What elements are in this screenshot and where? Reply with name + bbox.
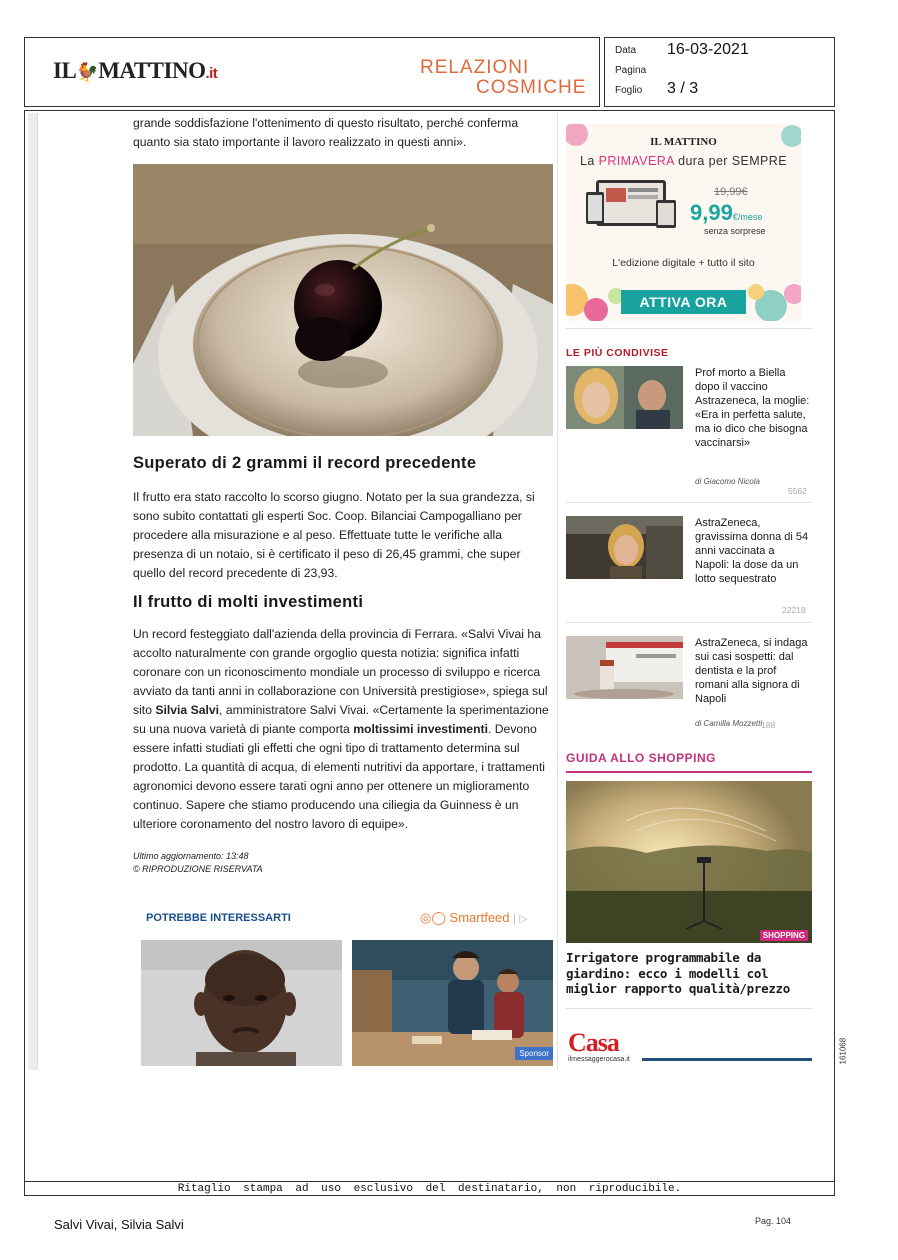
- smartfeed-logo[interactable]: ◎◯ Smartfeed | ▷: [420, 910, 528, 925]
- copyright: © RIPRODUZIONE RISERVATA: [133, 864, 263, 874]
- related-thumb-1[interactable]: [141, 940, 342, 1066]
- sponsor-badge: Sponsor: [515, 1047, 553, 1060]
- foglio-value: 3 / 3: [667, 80, 699, 97]
- update-info: [133, 850, 263, 876]
- paragraph-investimenti: Un record festeggiato dall'azienda della provincia di Ferrara. «Salvi Vivai ha accolto naturalmente con grande orgoglio questa notizia: significa infatti coronare con un riconoscimento mondiale un processo di sviluppo e ricerca avviato da tanti anni in collaborazione con Università prestigiose», spiega sul sito Silvia Salvi, amministratore Salvi Vivai. «Certamente la sperimentazione su una nuova varietà di piante comporta moltissimi investimenti. Devono essere infatti studiati gli effetti che ogni tipo di trattamento determina sul prodotto. La quantità di acqua, di elementi nutritivi da apportare, i trattamenti agronomici devono essere tarati ogni anno per ottenere un miglioramento continuo. Sapere che stiamo producendo una ciliegia da Guinness è un ulteriore coronamento del nostro lavoro di equipe».: [133, 627, 549, 831]
- casa-logo: Casa: [568, 1028, 619, 1057]
- sidebar-divider: [566, 622, 812, 623]
- casa-url: ilmessaggerocasa.it: [568, 1056, 630, 1063]
- last-updated: Ultimo aggiornamento: 13:48: [133, 851, 249, 861]
- ad-new-price: 9,99€/mese: [690, 200, 763, 225]
- subscription-ad[interactable]: [566, 124, 801, 321]
- data-value: 16-03-2021: [667, 41, 749, 58]
- most-shared-title-2[interactable]: AstraZeneca, gravissima donna di 54 anni vaccinata a Napoli: la dose da un lotto sequestrato: [695, 517, 809, 585]
- most-shared-author-1: di Giacomo Nicola: [695, 477, 760, 486]
- related-thumb-2[interactable]: [352, 940, 553, 1066]
- most-shared-count-1: 5562: [788, 486, 807, 496]
- sidebar-divider: [566, 328, 812, 329]
- ad-logo: IL MATTINO: [650, 136, 717, 148]
- most-shared-title: LE PIÙ CONDIVISE: [566, 347, 669, 359]
- shopping-underline: [566, 771, 812, 773]
- paragraph-record: Il frutto era stato raccolto lo scorso giugno. Notato per la sua grandezza, si sono subito contattati gli esperti Soc. Coop. Bilanciai Campogalliano per procedere alla misurazione e al peso. Effettuate tutte le verifiche alla presenza di un notaio, si è certificato il peso di 26,45 grammi, che super quello del record precedente di 23,93.: [133, 490, 535, 580]
- smartfeed-icon: ◎◯: [420, 910, 446, 925]
- most-shared-count-3: 188: [761, 720, 776, 730]
- cherry-photo: [133, 164, 553, 436]
- clipping-header: [24, 37, 600, 107]
- sidebar-divider: [566, 1008, 812, 1009]
- page-number: Pag. 104: [755, 1216, 792, 1226]
- pagina-label: Pagina: [615, 65, 647, 76]
- article-section-1: [133, 454, 554, 834]
- most-shared-title-3[interactable]: AstraZeneca, si indaga sui casi sospetti: dal dentista e la prof romani alla signora di Napoli: [695, 637, 808, 705]
- most-shared-thumb-2[interactable]: [566, 516, 683, 579]
- sprinkler-image: [566, 781, 812, 943]
- footer-rule: [24, 1181, 835, 1182]
- most-shared-title-1[interactable]: Prof morto a Biella dopo il vaccino Astrazeneca, la moglie: «Era in perfetta salute, ma io dico che bisogna vaccinarsi»: [695, 367, 810, 449]
- keywords: Salvi Vivai, Silvia Salvi: [54, 1217, 184, 1232]
- data-label: Data: [615, 45, 637, 56]
- ad-edizione: L'edizione digitale + tutto il sito: [612, 257, 755, 269]
- casa-banner[interactable]: [566, 1024, 812, 1064]
- foglio-label: Foglio: [615, 85, 643, 96]
- vaccine-photo: [566, 636, 683, 699]
- ad-tagline: La PRIMAVERA dura per SEMPRE: [580, 154, 787, 168]
- column-divider: [557, 113, 558, 1070]
- newspaper-logo: IL🐓MATTINO.it: [53, 58, 218, 83]
- side-code: 161068: [838, 1037, 848, 1065]
- heading-record: Superato di 2 grammi il record precedente: [133, 454, 477, 472]
- most-shared-thumb-1[interactable]: [566, 366, 683, 429]
- cherry-on-scale-image: [133, 164, 553, 436]
- sidebar-divider: [566, 502, 812, 503]
- related-title: POTREBBE INTERESSARTI: [146, 912, 291, 924]
- shopping-badge: SHOPPING: [760, 930, 808, 941]
- couple-photo: [566, 366, 683, 429]
- mugshot-image: [141, 940, 342, 1066]
- shopping-guide-title: GUIDA ALLO SHOPPING: [566, 751, 716, 765]
- scrollbar[interactable]: [28, 113, 38, 1070]
- relazioni-cosmiche-logo: RELAZIONI COSMICHE: [420, 57, 587, 98]
- most-shared-thumb-3[interactable]: [566, 636, 683, 699]
- rooster-icon: 🐓: [76, 62, 99, 82]
- shopping-headline[interactable]: Irrigatore programmabile da giardino: ecco i modelli col miglior rapporto qualità/prezzo: [566, 950, 790, 996]
- article-body: [133, 114, 554, 152]
- ad-senza-sorprese: senza sorprese: [704, 226, 766, 236]
- woman-car-photo: [566, 516, 683, 579]
- sprinkler-photo[interactable]: [566, 781, 812, 943]
- attiva-ora-button[interactable]: ATTIVA ORA: [621, 290, 746, 314]
- most-shared-author-3: di Camilla Mozzetti: [695, 719, 763, 728]
- clipping-notice: Ritaglio stampa ad uso esclusivo del destinatario, non riproducibile.: [177, 1183, 682, 1195]
- heading-investimenti: Il frutto di molti investimenti: [133, 593, 364, 611]
- ad-old-price: 19,99€: [714, 186, 748, 198]
- clipping-meta: [604, 37, 835, 107]
- intro-paragraph: grande soddisfazione l'ottenimento di questo risultato, perché conferma quanto sia stato importante il lavoro realizzato in questi anni».: [133, 116, 519, 149]
- casa-rule: [642, 1058, 812, 1061]
- most-shared-count-2: 22218: [782, 605, 806, 615]
